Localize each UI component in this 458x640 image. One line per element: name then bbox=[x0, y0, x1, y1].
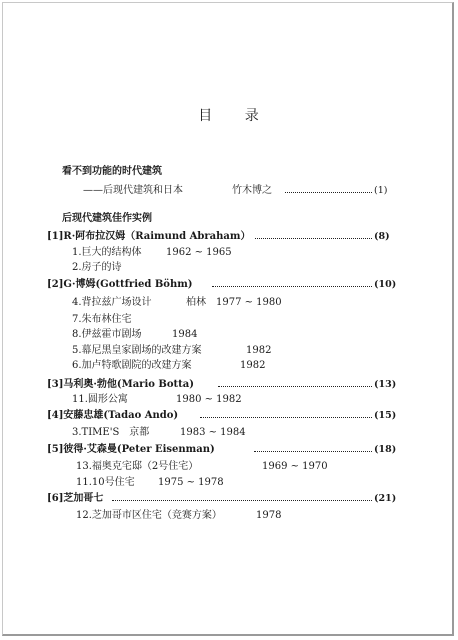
toc-entry-page: (10) bbox=[374, 279, 397, 290]
toc-entry bbox=[0, 165, 458, 179]
page-title bbox=[0, 105, 458, 125]
toc-entry-year: 1982 bbox=[246, 345, 272, 356]
toc-entry-title: 2.房子的诗 bbox=[72, 262, 122, 273]
toc-entry-year: 柏林 1977 ~ 1980 bbox=[186, 297, 282, 308]
toc-entry-title: 4.背拉兹广场设计 bbox=[72, 297, 152, 308]
toc-entry bbox=[0, 278, 458, 292]
toc-entry-title: 7.朱布林住宅 bbox=[72, 314, 132, 325]
toc-entry bbox=[0, 261, 458, 275]
toc-entry-title: 看不到功能的时代建筑 bbox=[62, 166, 162, 177]
toc-entry-year: 1975 ~ 1978 bbox=[158, 477, 224, 488]
toc-entry-title: [4]安藤忠雄(Tadao Ando) bbox=[47, 410, 179, 421]
toc-entry-page: (15) bbox=[374, 410, 397, 421]
toc-entry-author: 竹木博之 bbox=[232, 185, 272, 196]
title-char-2: 录 bbox=[244, 108, 260, 124]
toc-entry-page: (18) bbox=[374, 444, 397, 455]
toc-entry bbox=[0, 184, 458, 198]
dot-leader bbox=[200, 417, 372, 418]
toc-entry-title: 1.巨大的结构体 bbox=[72, 247, 142, 258]
toc-entry-title: [6]芝加哥七 bbox=[47, 493, 104, 504]
dot-leader bbox=[254, 451, 372, 452]
toc-section-heading bbox=[0, 212, 458, 226]
toc-entry bbox=[0, 509, 458, 523]
toc-entry bbox=[0, 328, 458, 342]
toc-entry bbox=[0, 443, 458, 457]
toc-entry bbox=[0, 313, 458, 327]
toc-entry-year: 1969 ~ 1970 bbox=[262, 461, 328, 472]
toc-entry-year: 1983 ~ 1984 bbox=[180, 427, 246, 438]
toc-entry-title: 11.10号住宅 bbox=[76, 477, 135, 488]
toc-entry-page: (1) bbox=[374, 185, 388, 196]
toc-entry-title: ——后现代建筑和日本 bbox=[83, 185, 183, 196]
toc-entry bbox=[0, 246, 458, 260]
toc-entry-year: 1982 bbox=[240, 360, 266, 371]
toc-entry bbox=[0, 296, 458, 310]
toc-entry-title: 3.TIME'S 京都 bbox=[72, 427, 150, 438]
toc-entry-title: 13.福奥克宅邸（2号住宅） bbox=[76, 461, 199, 472]
toc-entry-page: (21) bbox=[374, 493, 397, 504]
toc-entry-title: 8.伊兹霍市剧场 bbox=[72, 329, 142, 340]
toc-entry-title: 12.芝加哥市区住宅（竞赛方案） bbox=[76, 510, 222, 521]
toc-entry-year: 1980 ~ 1982 bbox=[176, 394, 242, 405]
dot-leader bbox=[112, 500, 372, 501]
toc-entry bbox=[0, 378, 458, 392]
toc-entry-year: 1962 ~ 1965 bbox=[166, 247, 232, 258]
toc-entry-title: 11.圆形公寓 bbox=[72, 394, 128, 405]
toc-entry-year: 1978 bbox=[256, 510, 282, 521]
dot-leader bbox=[212, 286, 372, 287]
toc-entry-title: 5.幕尼黑皇家剧场的改建方案 bbox=[72, 345, 202, 356]
toc-entry bbox=[0, 393, 458, 407]
toc-entry-title: [3]马利奥·勃他(Mario Botta) bbox=[47, 379, 194, 390]
dot-leader bbox=[218, 386, 372, 387]
toc-entry-title: 6.加卢特歌剧院的改建方案 bbox=[72, 360, 192, 371]
toc-entry bbox=[0, 409, 458, 423]
toc-entry bbox=[0, 344, 458, 358]
toc-entry-title: 后现代建筑佳作实例 bbox=[62, 213, 152, 224]
dot-leader bbox=[285, 192, 372, 193]
toc-entry-year: 1984 bbox=[172, 329, 198, 340]
title-char-1: 目 bbox=[198, 108, 214, 124]
toc-entry-page: (13) bbox=[374, 379, 397, 390]
toc-entry bbox=[0, 230, 458, 244]
toc-entry bbox=[0, 359, 458, 373]
toc-entry-title: [2]G·博姆(Gottfried Böhm) bbox=[47, 279, 193, 290]
toc-entry-page: (8) bbox=[374, 231, 390, 242]
toc-entry-title: [5]彼得·艾森曼(Peter Eisenman) bbox=[47, 444, 215, 455]
toc-entry bbox=[0, 460, 458, 474]
toc-entry-title: [1]R·阿布拉汉姆（Raimund Abraham） bbox=[47, 231, 251, 242]
toc-entry bbox=[0, 426, 458, 440]
toc-entry bbox=[0, 492, 458, 506]
dot-leader bbox=[255, 238, 372, 239]
toc-entry bbox=[0, 476, 458, 490]
